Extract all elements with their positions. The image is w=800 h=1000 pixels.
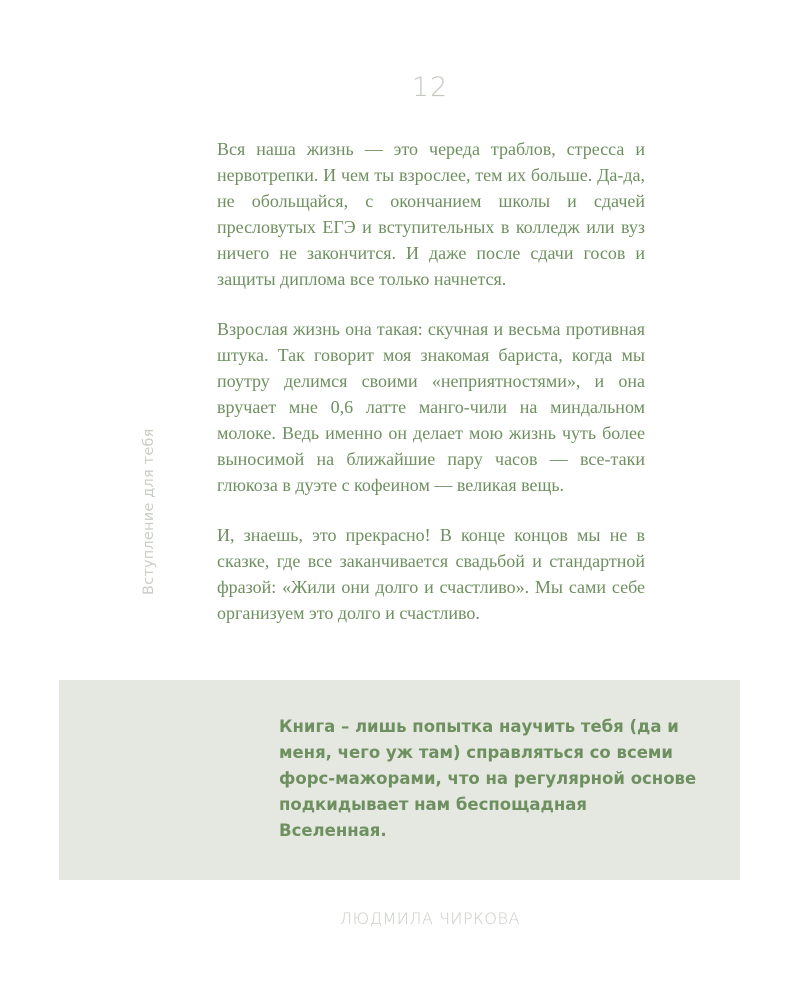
section-title: Вступление для тебя — [141, 428, 157, 595]
paragraph: Взрослая жизнь она такая: скучная и весьма противная штука. Так говорит моя знакомая бариста, когда мы поутру делимся своими «неприятностями», и она вручает мне 0,6 латте манго-чили на миндальном молоке. Ведь именно он делает мою жизнь чуть более выносимой на ближайшие пару часов — все-таки глюкоза в дуэте с кофеином — великая вещь. — [217, 319, 645, 495]
quote-block — [59, 680, 740, 880]
paragraph: Вся наша жизнь — это череда траблов, стресса и нервотрепки. И чем ты взрослее, тем их больше. Да-да, не обольщайся, с окончанием школы и сдачей пресловутых ЕГЭ и вступительных в колледж или вуз ничего не закончится. И даже после сдачи госов и защиты диплома все только начнется. — [217, 139, 645, 289]
main-text — [217, 136, 645, 626]
author-name: ЛЮДМИЛА ЧИРКОВА — [340, 909, 520, 928]
page-number: 12 — [411, 72, 449, 103]
quote-text: Книга – лишь попытка научить тебя (да и меня, чего уж там) справляться со всеми форс-мажорами, что на регулярной основе подкидывает нам беспощадная Вселенная. — [279, 717, 697, 840]
paragraph: И, знаешь, это прекрасно! В конце концов мы не в сказке, где все заканчивается свадьбой и стандартной фразой: «Жили они долго и счастливо». Мы сами себе организуем это долго и счастливо. — [217, 525, 645, 623]
